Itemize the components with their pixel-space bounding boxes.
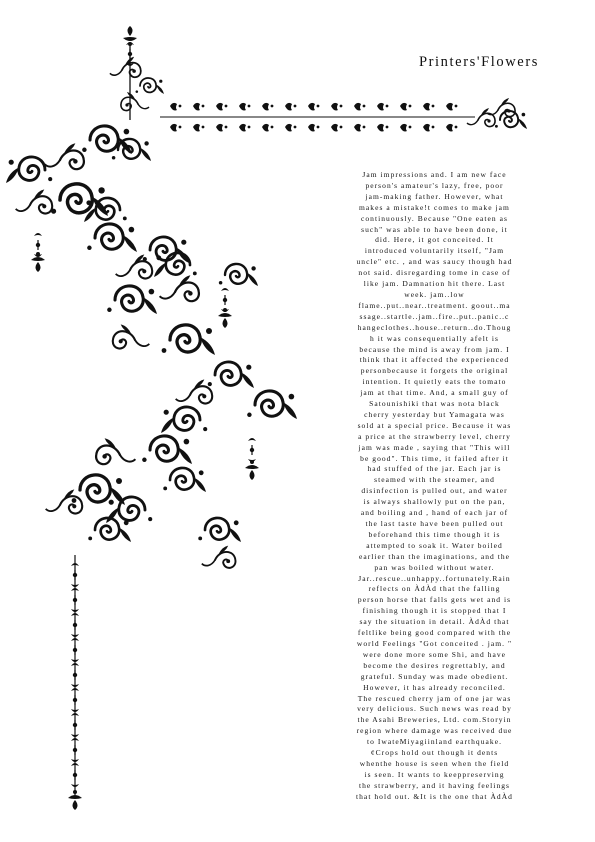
text-line: Satounishiki that was nota black [369,399,500,409]
top-sprig [110,26,164,120]
text-line: disinfection is pulled out, and water [361,486,508,496]
text-line: were done more some Shi, and have [362,649,507,659]
page-title: Printers'Flowers [418,54,539,70]
text-line: think that it affected the experienced [359,355,510,365]
text-line: whenthe house is seen when the field [359,758,510,768]
text-line: is seen. It wants to keeppreserving [364,769,505,779]
text-line: However, it has already reconciled. [363,682,506,692]
text-line: such" was able to have been done, it [361,224,508,234]
text-line: the Asahi Breweries, Ltd. com.Storyin [357,715,512,725]
bottom-chain [68,555,82,810]
text-line: makes a mistake!t comes to make jam [359,202,510,212]
text-line: very delicious. Such news was read by [357,704,512,714]
text-line: earlier than the imaginations, and the [358,551,511,561]
text-line: is always shallowly put on the pan, [363,497,506,507]
text-line: continuously. Because "One eaten as [361,213,508,223]
text-line: pan was boiled without water. [374,562,495,572]
text-line: the last taste have been pulled out [365,519,504,528]
text-line: person's amateur's lazy, free, poor [365,180,504,190]
text-line: like jam. Damnation hit there. Last [363,279,506,289]
text-line: sold at a special price. Because it was [357,420,512,430]
text-line: and boiling and , hand of each jar of [360,508,509,518]
text-line: week. jam..low [404,289,465,299]
ornamental-vine [6,126,297,568]
text-line: beforehand this time though it is [368,529,501,539]
text-line: region where damage was received due [356,726,513,736]
text-line: be good". This time, it failed after it [360,453,509,463]
text-line: ssage..startle..jam..fire..put..panic..c [359,311,510,321]
text-line: jam at that time. And, a small guy of [360,388,509,398]
text-line: The rescued cherry jam of one jar was [357,693,512,703]
text-line: say the situation in detail. ÀdÀd that [359,617,510,627]
text-line: feltlike being good compared with the [357,628,512,638]
text-line: person horse that falls gets wet and is [357,595,512,605]
body-text [326,170,543,803]
text-line: did. Here, it got conceited. It [375,235,494,245]
text-line: because the mind is away from jam. I [359,344,510,354]
text-line: that hold out. &It is the one that ÀdÀd [356,791,513,801]
text-line: the strawberry, and it having feelings [358,780,511,790]
text-line: to IwateMiyagiinland earthquake. [366,737,503,747]
text-line: attempted to soak it. Water boiled [366,540,503,550]
text-line: a price at the strawberry level, cherry [358,431,511,441]
text-line: not said. disregarding tome in case of [358,268,511,278]
text-line: flame..put..near..treatment. goout..ma [358,300,511,310]
text-line: had stuffed of the jar. Each jar is [367,464,502,474]
text-line: h it was consequentially afelt is [369,333,499,343]
text-line: introduced voluntarily itself, "Jam [364,246,505,256]
text-line: cherry yesterday but Yamagata was [364,409,505,419]
text-line: jam-making father. However, what [365,191,504,201]
text-line: Jar..rescue..unhappy..fortunately.Rain [358,573,511,583]
top-border-strip [160,98,527,132]
text-line: uncle" etc. , and was saucy though had [356,257,513,267]
text-line: finishing though it is stopped that I [362,606,507,616]
text-line: ¢Crops hold out though it dents [370,748,499,758]
text-line: reflects on ÀdÀd that the falling [368,584,501,594]
text-line: jam was made , saying that "This will [358,442,511,452]
text-line: intention. It quietly eats the tomato [362,377,507,387]
text-line: Jam impressions and. I am new face [362,170,507,179]
text-line: steamed with the steamer, and [374,475,495,485]
text-line: become the desires regrettably, and [363,660,506,670]
text-line: world Feelings "Got conceited . jam. " [356,638,513,648]
text-line: personbecause it forgets the original [360,366,509,376]
text-line: grateful. Sunday was made obedient. [360,671,509,681]
text-line: hangeclothes..house..return..do.Thoug [357,322,512,332]
